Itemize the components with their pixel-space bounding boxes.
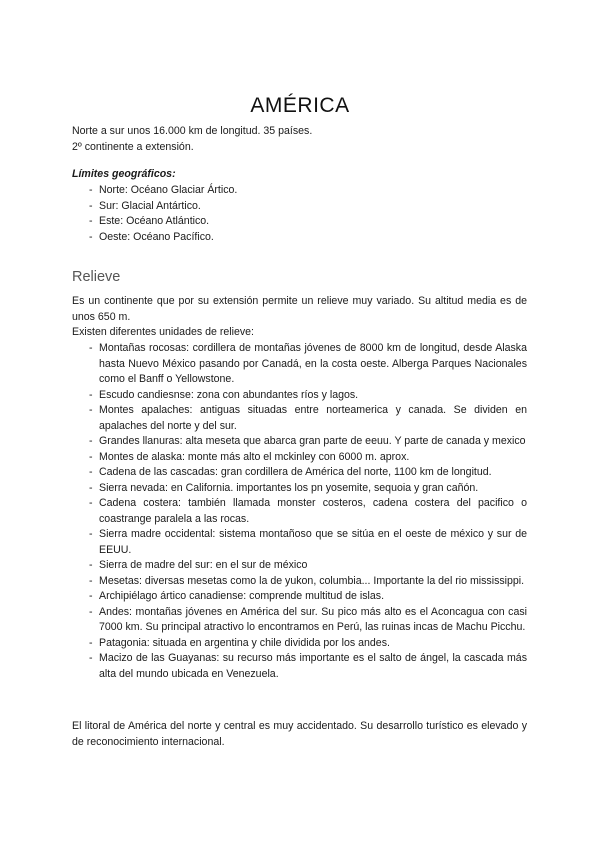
list-item: - Grandes llanuras: alta meseta que abarca gran parte de eeuu. Y parte de canada y mexico	[72, 434, 527, 450]
relieve-intro-paragraph: Existen diferentes unidades de relieve:	[72, 326, 254, 338]
list-item: - Patagonia: situada en argentina y chile dividida por los andes.	[72, 636, 527, 652]
list-item: - Norte: Océano Glaciar Ártico.	[72, 183, 527, 199]
relieve-list	[72, 341, 527, 682]
limits-heading: Límites geográficos:	[72, 168, 176, 180]
list-item: - Archipiélago ártico canadiense: comprende multitud de islas.	[72, 589, 527, 605]
list-item: - Mesetas: diversas mesetas como la de yukon, columbia... Importante la del rio mississippi.	[72, 574, 527, 590]
list-item: - Oeste: Océano Pacífico.	[72, 230, 527, 246]
intro-line: 2º continente a extensión.	[72, 140, 194, 153]
list-item: - Montes apalaches: antiguas situadas entre norteamerica y canada. Se dividen en apalaches del norte y del sur.	[72, 403, 527, 434]
closing-paragraph: El litoral de América del norte y central es muy accidentado. Su desarrollo turístico es elevado y de reconocimiento internacional.	[72, 720, 527, 748]
list-item: - Escudo candiesnse: zona con abundantes ríos y lagos.	[72, 388, 527, 404]
list-item: - Cadena de las cascadas: gran cordillera de América del norte, 1100 km de longitud.	[72, 465, 527, 481]
list-item: - Montes de alaska: monte más alto el mckinley con 6000 m. aprox.	[72, 450, 527, 466]
page-title: AMÉRICA	[250, 94, 350, 117]
list-item: - Sierra nevada: en California. importantes los pn yosemite, sequoia y gran cañón.	[72, 481, 527, 497]
intro-block	[72, 124, 527, 155]
list-item: - Este: Océano Atlántico.	[72, 214, 527, 230]
list-item: - Andes: montañas jóvenes en América del sur. Su pico más alto es el Aconcagua con casi 7000 km. Su principal atractivo lo encontramos en Perú, las ruinas incas de Machu Picchu.	[72, 605, 527, 636]
relieve-heading: Relieve	[72, 269, 121, 285]
list-item: - Sierra madre occidental: sistema montañoso que se sitúa en el oeste de méxico y sur de EEUU.	[72, 527, 527, 558]
list-item: - Macizo de las Guayanas: su recurso más importante es el salto de ángel, la cascada más alta del mundo ubicada en Venezuela.	[72, 651, 527, 682]
list-item: - Sierra de madre del sur: en el sur de méxico	[72, 558, 527, 574]
intro-line: Norte a sur unos 16.000 km de longitud. 35 países.	[72, 125, 313, 137]
list-item: - Montañas rocosas: cordillera de montañas jóvenes de 8000 km de longitud, desde Alaska hasta Nuevo México pasando por Canadá, en la costa oeste. Alberga Parques Nacionales como el Banff o Yellowstone.	[72, 341, 527, 388]
list-item: - Cadena costera: también llamada monster costeros, cadena costera del pacifico o coastrange paralela a las rocas.	[72, 496, 527, 527]
relieve-intro	[72, 294, 527, 341]
list-item: - Sur: Glacial Antártico.	[72, 199, 527, 215]
limits-list	[72, 183, 527, 245]
relieve-intro-paragraph: Es un continente que por su extensión permite un relieve muy variado. Su altitud media es de unos 650 m.	[72, 295, 527, 323]
